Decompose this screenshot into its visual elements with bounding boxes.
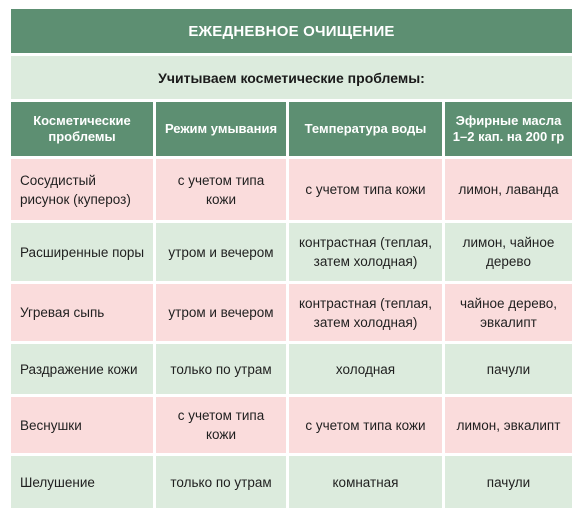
cell-problem: Шелушение [11,453,153,508]
cell-regime: утром и вечером [153,281,286,341]
table-row [11,341,572,394]
daily-cleansing-table-card [11,9,572,494]
column-header-problems: Косметические проблемы [11,99,153,156]
table-row [11,453,572,508]
cell-oils: лимон, лаванда [442,156,572,220]
cell-oils: пачули [442,341,572,394]
cell-oils: чайное дерево, эвкалипт [442,281,572,341]
cell-water: с учетом типа кожи [286,394,442,453]
cell-regime: с учетом типа кожи [153,156,286,220]
cell-water: контрастная (теплая, затем холодная) [286,220,442,281]
cell-regime: только по утрам [153,341,286,394]
cell-water: комнатная [286,453,442,508]
cell-oils: лимон, чайное дерево [442,220,572,281]
cell-oils: пачули [442,453,572,508]
table-row [11,156,572,220]
cell-problem: Расширенные поры [11,220,153,281]
cell-water: холодная [286,341,442,394]
column-header-regime: Режим умывания [153,99,286,156]
table-row [11,281,572,341]
cell-problem: Угревая сыпь [11,281,153,341]
cell-regime: с учетом типа кожи [153,394,286,453]
cell-water: с учетом типа кожи [286,156,442,220]
cell-regime: утром и вечером [153,220,286,281]
cell-problem: Раздражение кожи [11,341,153,394]
cell-regime: только по утрам [153,453,286,508]
cell-oils: лимон, эвкалипт [442,394,572,453]
cell-problem: Веснушки [11,394,153,453]
table-title: ЕЖЕДНЕВНОЕ ОЧИЩЕНИЕ [11,9,572,53]
table-header-row [11,99,572,156]
table-row [11,220,572,281]
cell-water: контрастная (теплая, затем холодная) [286,281,442,341]
table-row [11,394,572,453]
column-header-water-temperature: Температура воды [286,99,442,156]
table-subtitle: Учитываем косметические проблемы: [11,53,572,99]
cosmetic-problems-table [11,99,572,508]
column-header-essential-oils: Эфирные масла 1–2 кап. на 200 гр [442,99,572,156]
cell-problem: Сосудистый рисунок (купероз) [11,156,153,220]
